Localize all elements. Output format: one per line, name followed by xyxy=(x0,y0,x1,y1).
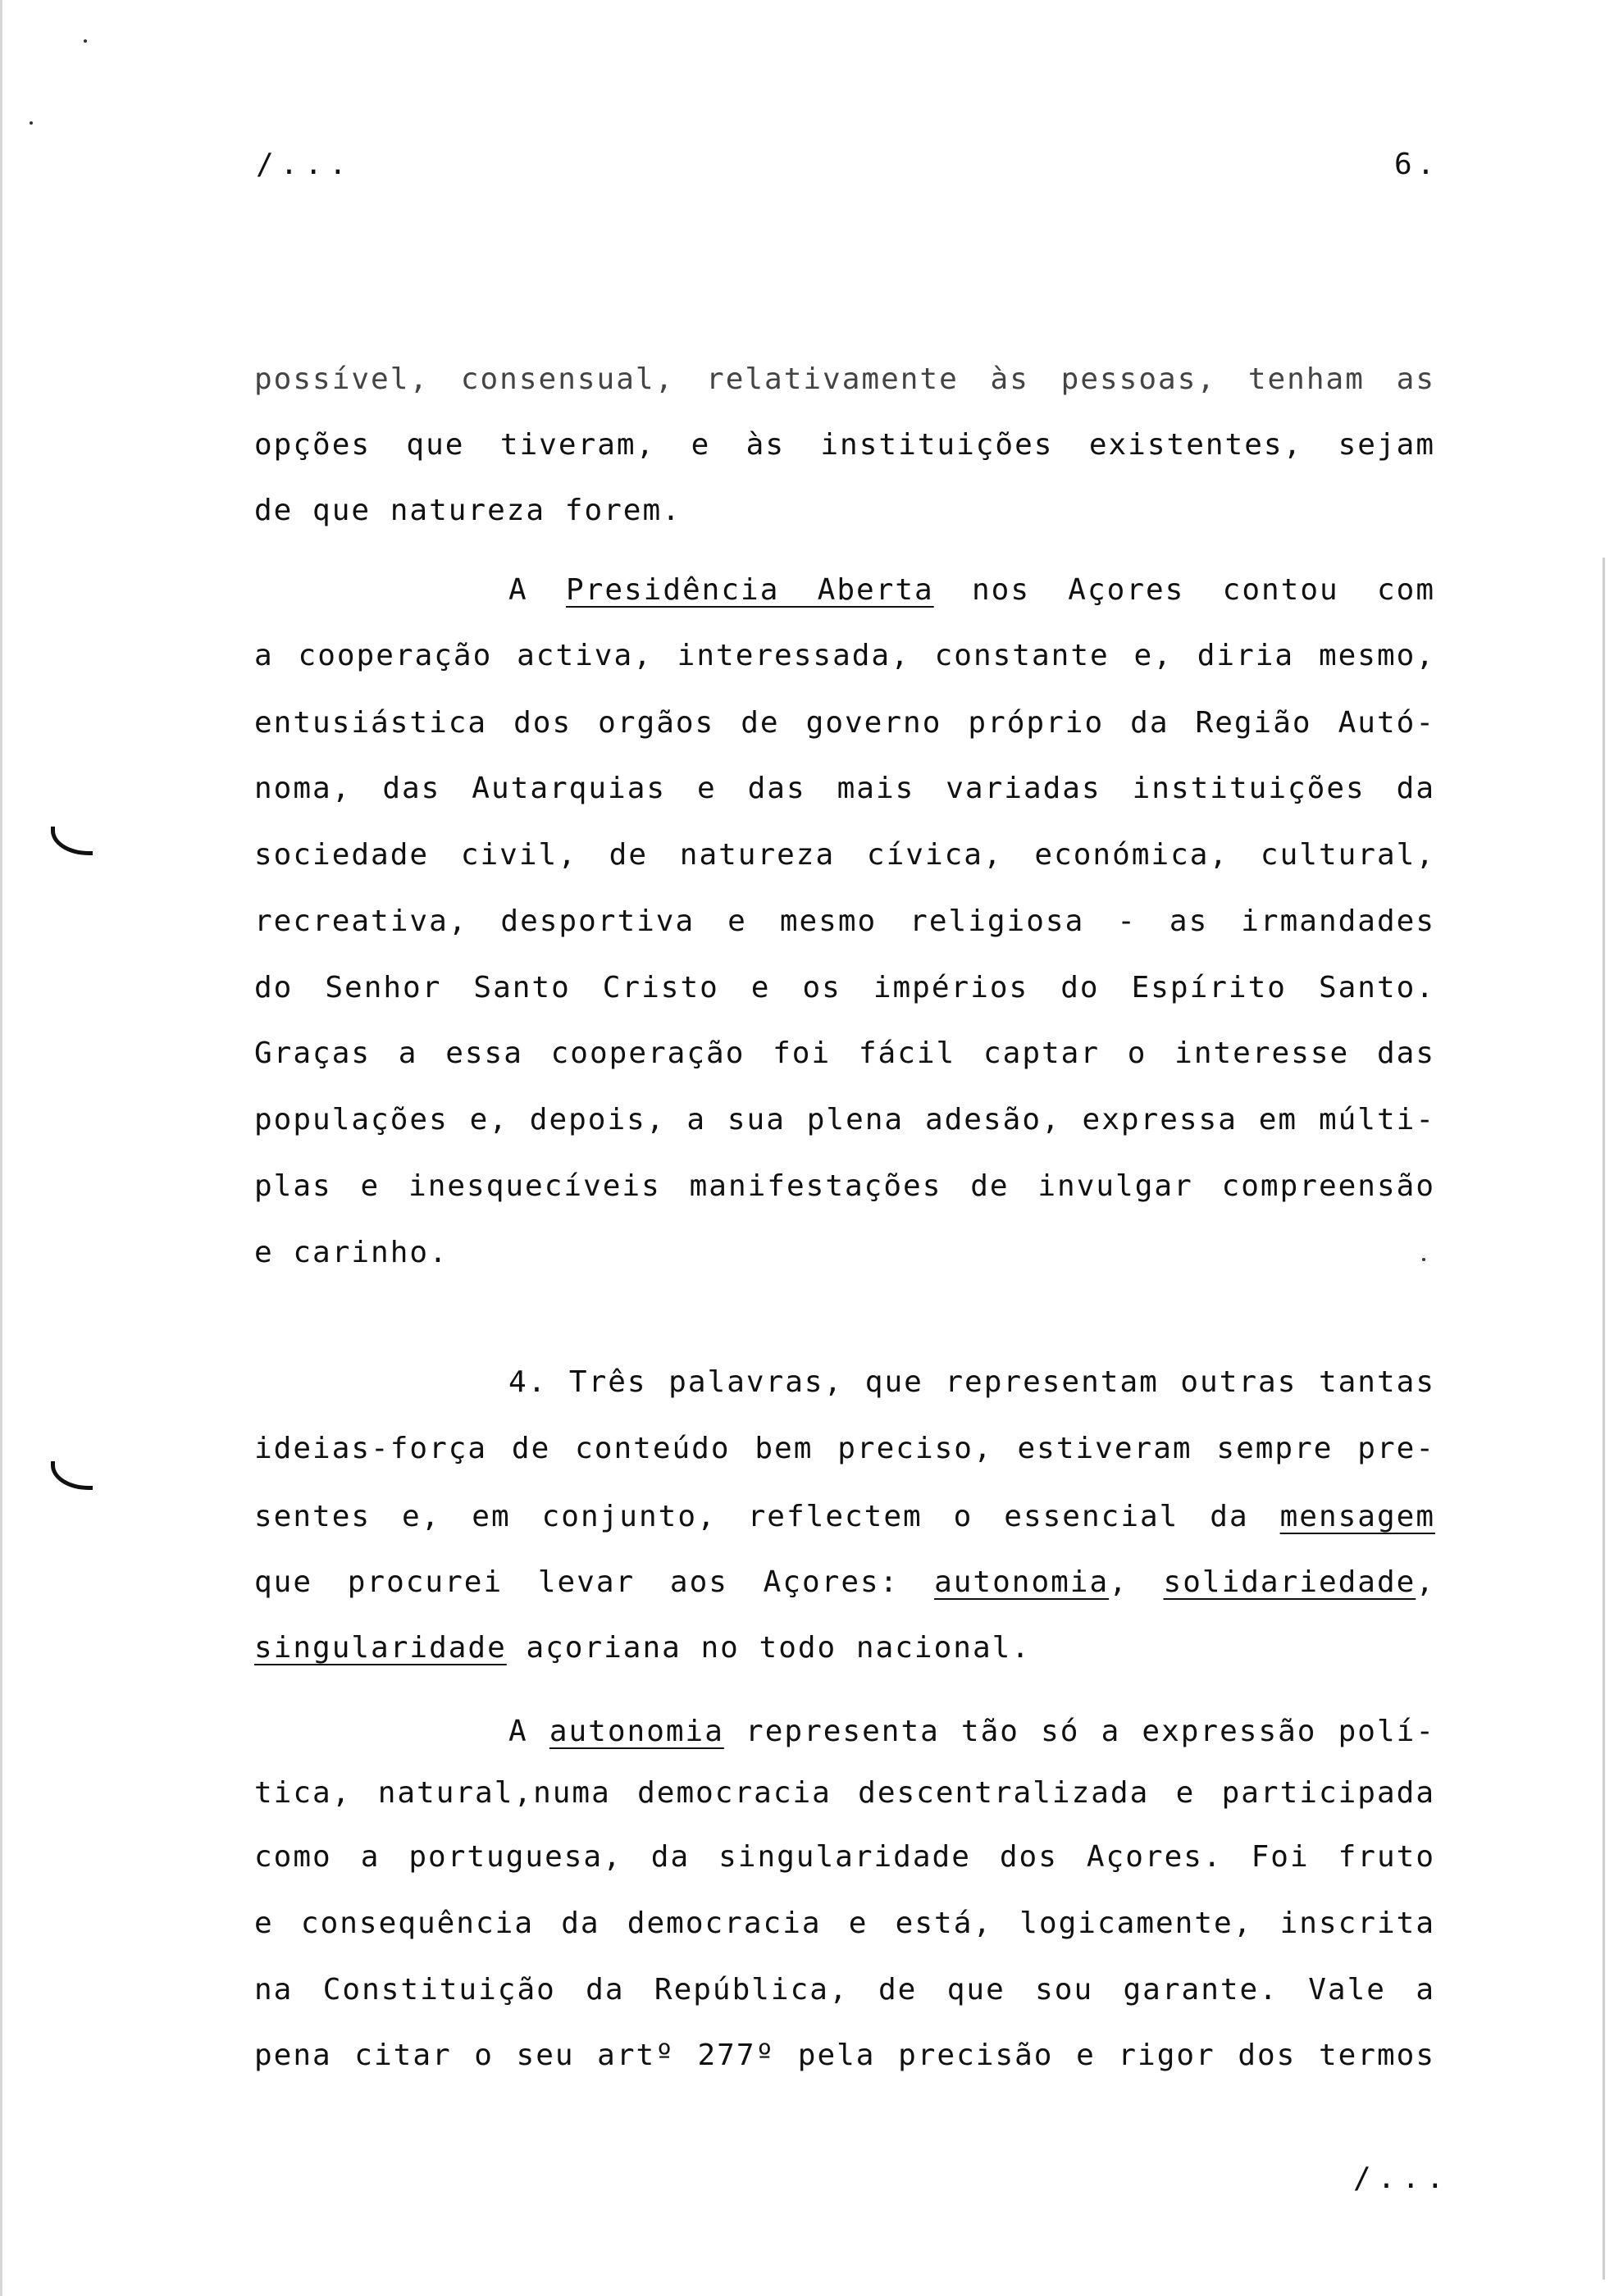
text-line xyxy=(254,1496,1435,1538)
underlined-term: autonomia xyxy=(549,1715,724,1748)
text-fragment: que procurei levar aos Açores: xyxy=(254,1565,935,1599)
text-line: tica, natural,numa democracia descentralizada e participada xyxy=(254,1776,1435,1810)
scan-edge-right xyxy=(1603,558,1605,2280)
text-line: ideias-força de conteúdo bem preciso, estiveram sempre pre- xyxy=(254,1432,1435,1465)
text-fragment: A xyxy=(508,1715,549,1748)
scan-speck xyxy=(1422,1258,1425,1261)
text-line: sociedade civil, de natureza cívica, económica, cultural, xyxy=(254,838,1435,872)
underlined-term: singularidade xyxy=(254,1631,507,1665)
text-fragment: representa tão só a expressão polí- xyxy=(723,1715,1435,1748)
text-line: entusiástica dos orgãos de governo próprio da Região Autó- xyxy=(254,706,1435,740)
text-fragment: , xyxy=(1109,1565,1164,1599)
text-line: a cooperação activa, interessada, constante e, diria mesmo, xyxy=(254,639,1435,672)
text-line: opções que tiveram, e às instituições existentes, sejam xyxy=(254,428,1435,462)
underlined-term: autonomia xyxy=(934,1565,1110,1599)
scan-speck xyxy=(30,121,33,125)
underlined-term: Presidência Aberta xyxy=(565,573,934,607)
text-line xyxy=(254,1628,1435,1669)
margin-mark-icon xyxy=(51,1461,93,1490)
text-line: e consequência da democracia e está, logicamente, inscrita xyxy=(254,1906,1435,1940)
text-fragment: nos Açores contou com xyxy=(933,573,1435,607)
text-line xyxy=(254,1562,1435,1603)
text-line: na Constituição da República, de que sou garante. Vale a xyxy=(254,1973,1435,2007)
scan-speck xyxy=(84,39,87,43)
text-line: possível, consensual, relativamente às pessoas, tenham as xyxy=(254,362,1435,396)
text-line: Graças a essa cooperação foi fácil captar o interesse das xyxy=(254,1036,1435,1070)
text-line: noma, das Autarquias e das mais variadas instituições da xyxy=(254,772,1435,805)
text-line: recreativa, desportiva e mesmo religiosa - as irmandades xyxy=(254,904,1435,938)
text-line xyxy=(508,1711,1435,1752)
text-line: de que natureza forem. xyxy=(254,494,682,527)
text-line: como a portuguesa, da singularidade dos Açores. Foi fruto xyxy=(254,1840,1435,1874)
text-fragment: açoriana no todo nacional. xyxy=(506,1631,1031,1665)
text-line: pena citar o seu artº 277º pela precisão e rigor dos termos xyxy=(254,2039,1435,2072)
text-line: e carinho. xyxy=(254,1236,449,1269)
text-line: do Senhor Santo Cristo e os impérios do Espírito Santo. xyxy=(254,971,1435,1004)
text-line xyxy=(508,570,1435,611)
underlined-term: solidariedade xyxy=(1163,1565,1416,1599)
underlined-term: mensagem xyxy=(1279,1500,1435,1533)
header-continuation: /... xyxy=(256,148,353,181)
scan-edge-left xyxy=(0,0,2,2296)
page-number: 6. xyxy=(1394,148,1440,181)
text-line: populações e, depois, a sua plena adesão, expressa em múlti- xyxy=(254,1103,1435,1137)
text-fragment: sentes e, em conjunto, reflectem o essencial da xyxy=(254,1500,1280,1533)
margin-mark-icon xyxy=(51,827,93,855)
text-line: plas e inesquecíveis manifestações de invulgar compreensão xyxy=(254,1169,1435,1203)
footer-continuation: /... xyxy=(1353,2162,1451,2195)
text-line: 4. Três palavras, que representam outras tantas xyxy=(508,1365,1435,1399)
text-fragment: A xyxy=(508,573,566,607)
text-fragment: , xyxy=(1416,1565,1435,1599)
